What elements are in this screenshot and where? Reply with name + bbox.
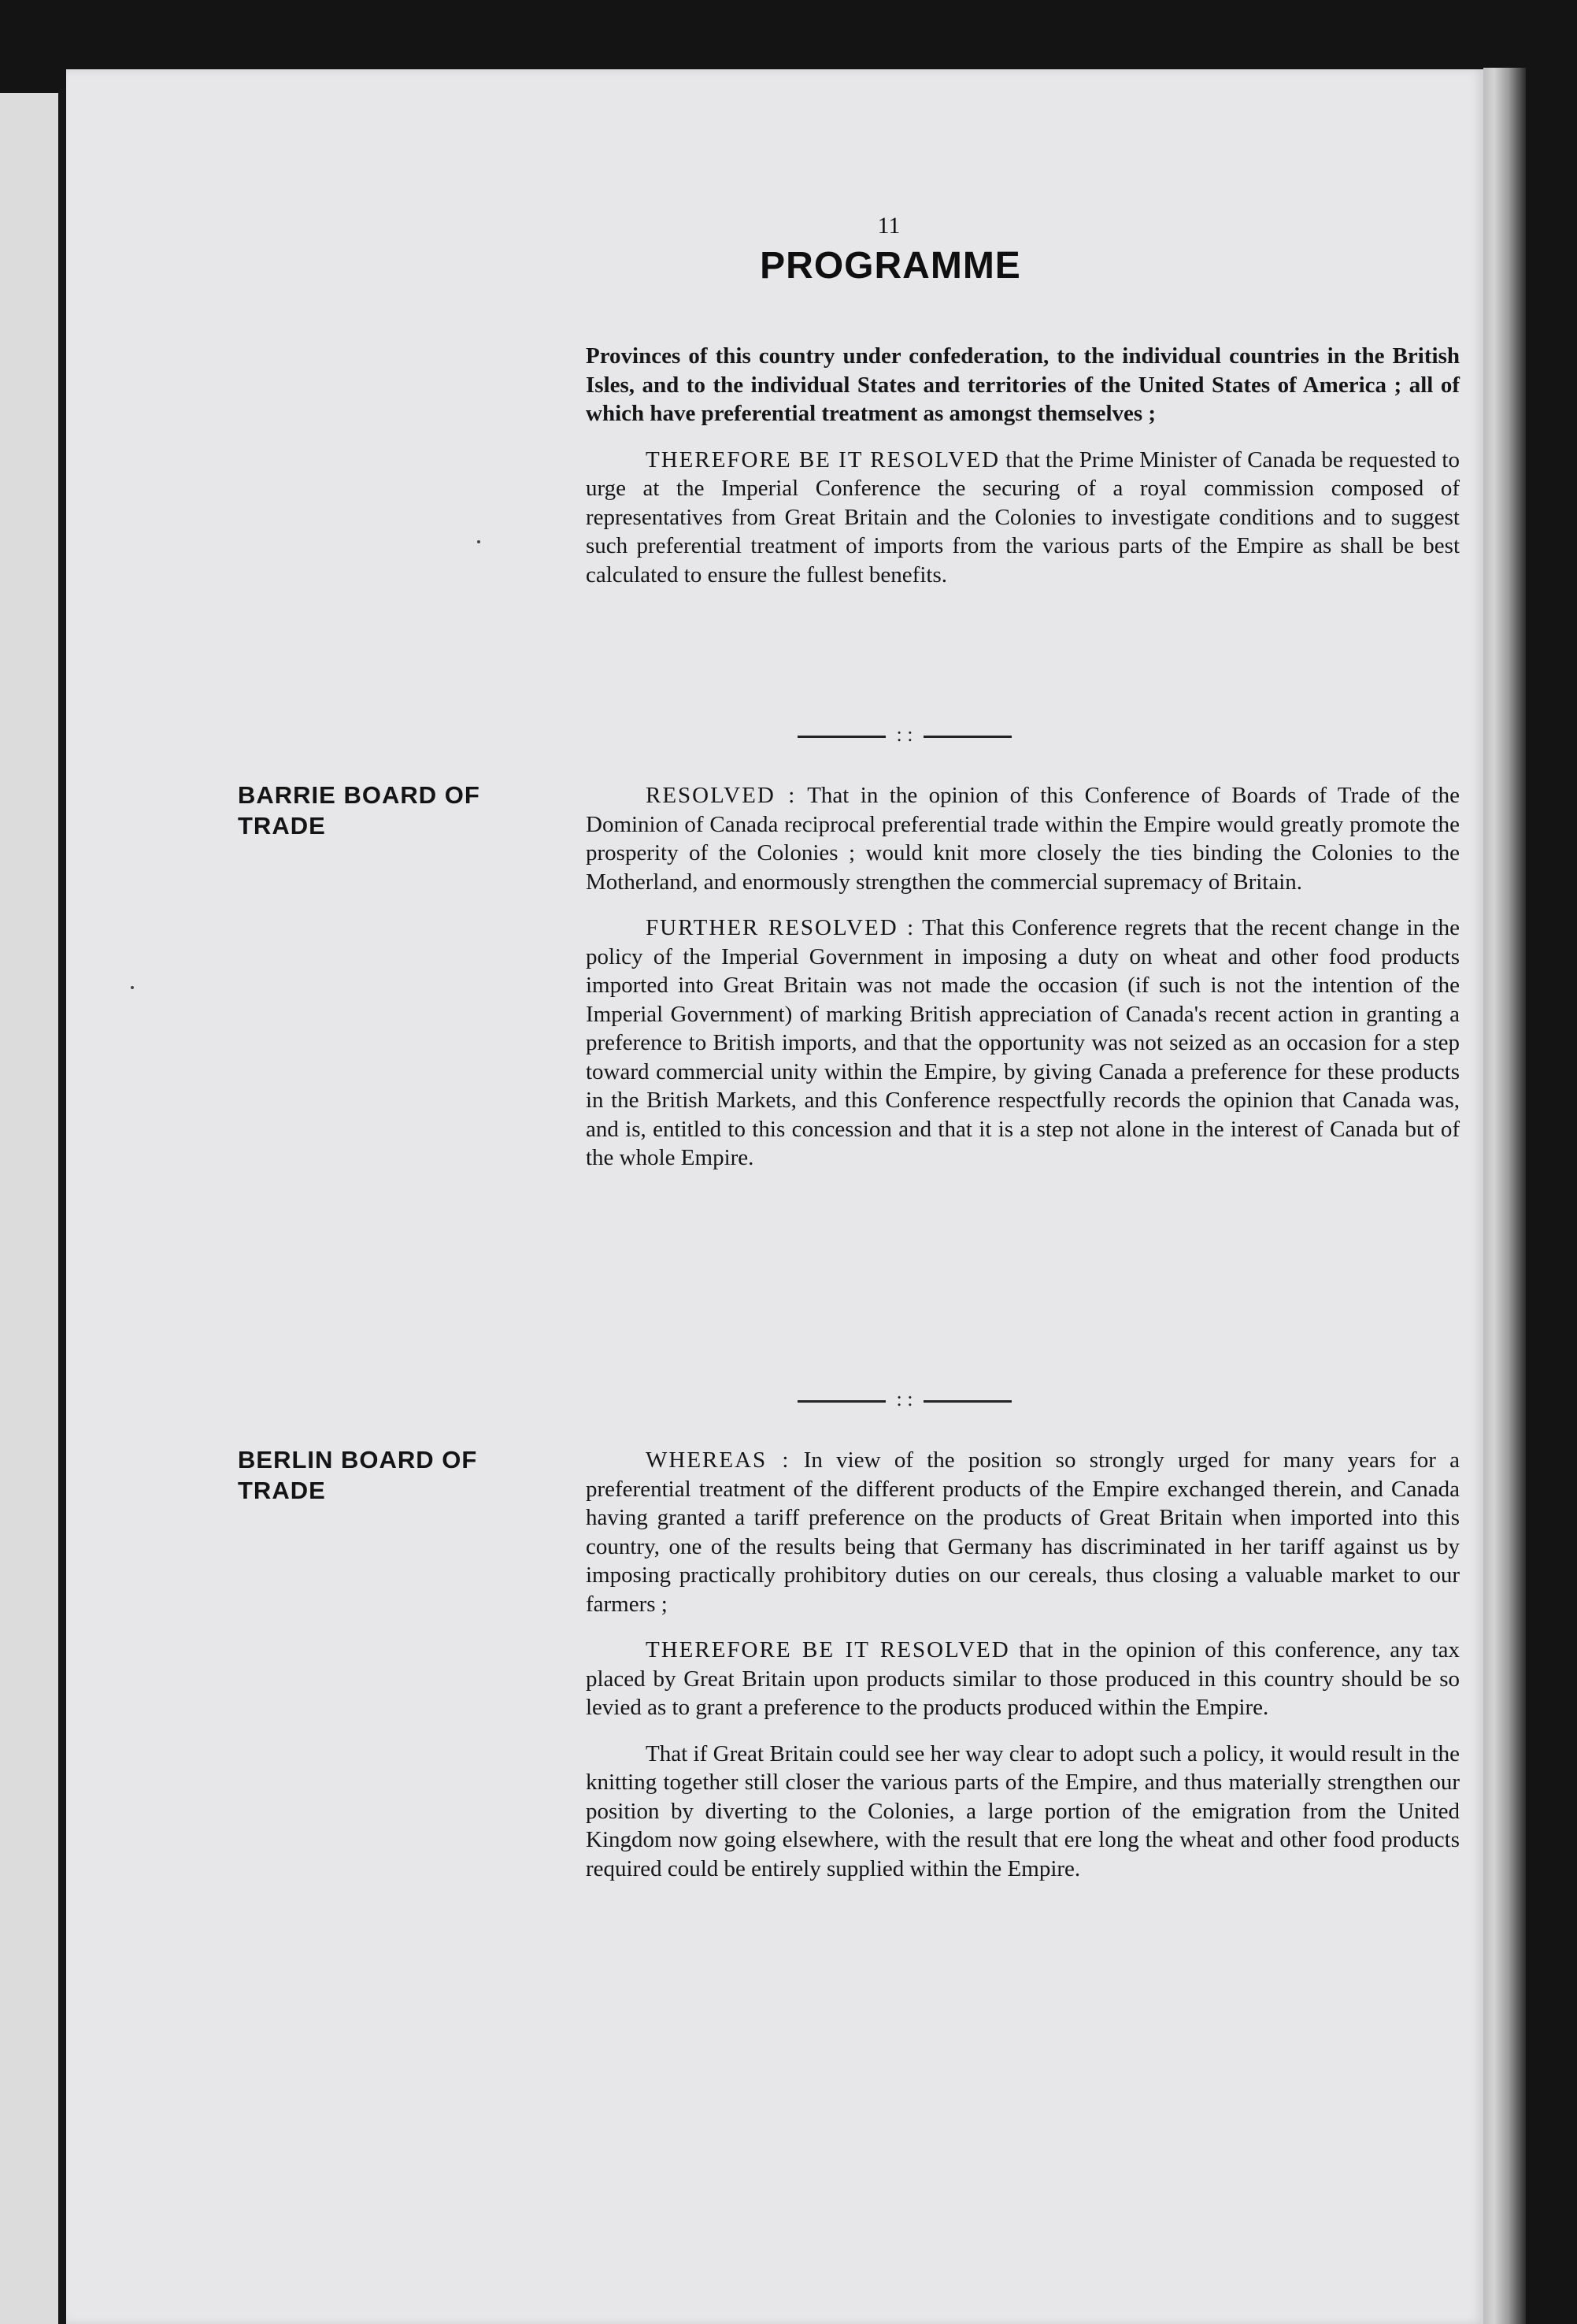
separator-mark: : : (896, 1388, 913, 1410)
print-speck (131, 986, 134, 989)
berlin-paragraph-1-text: In view of the position so strongly urged for many years for a preferential treatment of the different products of the Empire exchanged therein, and Canada having granted a tariff preference on the products of Great Britain when imported into this country, one of the results being that Germany has discriminated in her tariff against us by imposing practically prohibitory duties on our cereals, thus closing a valuable market to our farmers ; (586, 1447, 1460, 1617)
facing-page-edge (0, 93, 65, 2324)
separator-rule-right (924, 736, 1012, 738)
barrie-board-label: BARRIE BOARD OF TRADE (238, 781, 480, 840)
barrie-paragraph-2-text: That this Conference regrets that the recent change in the policy of the Imperial Government in imposing a duty on wheat and other food products imported into Great Britain was not made the occasion (if such is not the intention of the Imperial Government) of marking British appreciation of Canada's recent action in granting a preference to British imports, and that the opportunity was not seized as an occasion for a step toward commercial unity within the Empire, by giving Canada a preference for these products in the British Markets, and this Conference respectfully records the opinion that Canada was, and is, entitled to this concession and that it is a step not alone in the interest of Canada but of the whole Empire. (586, 915, 1460, 1170)
berlin-paragraph-2-text: that in the opinion of this conference, any tax placed by Great Britain upon products similar to those produced in this country should be so levied as to grant a preference to the products produced within the Empire. (586, 1637, 1460, 1720)
print-speck (477, 540, 480, 543)
barrie-section (586, 781, 1460, 1190)
separator-rule-right (924, 1400, 1012, 1403)
separator-rule-left (798, 1400, 886, 1403)
document-page (66, 69, 1483, 2324)
intro-paragraph-2-lead: THEREFORE BE IT RESOLVED (646, 447, 1001, 473)
barrie-paragraph-1-lead: RESOLVED : (646, 783, 797, 808)
separator-rule-left (798, 736, 886, 738)
section-separator-1 (66, 723, 1483, 747)
intro-section (586, 342, 1460, 606)
intro-paragraph-1: Provinces of this country under confederation, to the individual countries in the British Isles, and to the individual States and territories of the United States of America ; all of which have preferential treatment as amongst themselves ; (586, 343, 1460, 426)
separator-mark: : : (896, 723, 913, 746)
berlin-section (586, 1446, 1460, 1900)
berlin-board-label: BERLIN BOARD OF TRADE (238, 1446, 478, 1504)
barrie-paragraph-1-text: That in the opinion of this Conference of Boards of Trade of the Dominion of Canada reciprocal preferential trade within the Empire would greatly promote the prosperity of the Colonies ; would knit more closely the ties binding the Colonies to the Motherland, and enormously strengthen the commercial supremacy of Britain. (586, 783, 1460, 895)
page-heading: PROGRAMME (760, 245, 1021, 287)
berlin-paragraph-2-lead: THEREFORE BE IT RESOLVED (646, 1637, 1010, 1662)
section-separator-2 (66, 1388, 1483, 1411)
barrie-paragraph-1 (586, 781, 1460, 896)
binding-gutter (58, 88, 66, 2324)
intro-paragraph-2 (586, 446, 1460, 590)
barrie-paragraph-2-lead: FURTHER RESOLVED : (646, 915, 916, 940)
page-fore-edge (1483, 68, 1526, 2324)
intro-paragraph-2-text: that the Prime Minister of Canada be requested to urge at the Imperial Conference the securing of a royal commission composed of representatives from Great Britain and the Colonies to investigate conditions and to suggest such preferential treatment of imports from the various parts of the Empire as shall be best calculated to ensure the fullest benefits. (586, 447, 1460, 587)
berlin-paragraph-2 (586, 1636, 1460, 1722)
berlin-paragraph-3: That if Great Britain could see her way clear to adopt such a policy, it would result in the knitting together still closer the various parts of the Empire, and thus materially strengthen our position by diverting to the Colonies, a large portion of the emigration from the United Kingdom now going elsewhere, with the result that ere long the wheat and other food products required could be entirely supplied within the Empire. (586, 1740, 1460, 1881)
barrie-paragraph-2 (586, 914, 1460, 1173)
page-number: 11 (877, 213, 901, 239)
berlin-paragraph-1-lead: WHEREAS : (646, 1447, 790, 1473)
berlin-paragraph-1 (586, 1446, 1460, 1618)
